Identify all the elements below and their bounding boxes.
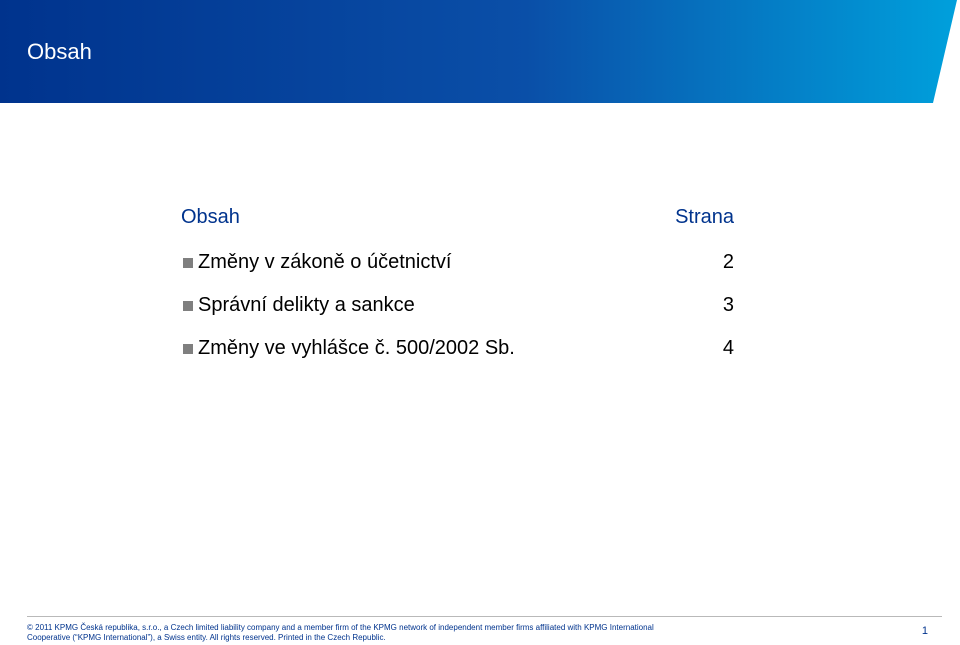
toc-item-label: Správní delikty a sankce <box>198 294 415 316</box>
toc-header <box>181 203 734 231</box>
footer-divider <box>27 616 942 617</box>
toc-item <box>181 249 734 275</box>
toc-item-page: 4 <box>722 337 734 359</box>
table-of-contents <box>181 203 734 359</box>
bullet-square-icon <box>183 301 193 311</box>
toc-page-heading: Strana <box>675 206 734 228</box>
toc-item-page: 3 <box>722 294 734 316</box>
slide-page-number: 1 <box>921 625 928 637</box>
page-title: Obsah <box>27 39 92 64</box>
toc-item <box>181 335 734 361</box>
toc-item <box>181 292 734 318</box>
toc-item-page: 2 <box>722 251 734 273</box>
toc-item-label: Změny v zákoně o účetnictví <box>198 251 452 273</box>
footer-line-1: © 2011 KPMG Česká republika, s.r.o., a Czech limited liability company and a member firm of the KPMG network of independent member firms affiliated with KPMG International <box>27 623 654 632</box>
header-banner <box>0 0 960 103</box>
banner-background <box>0 0 960 103</box>
toc-heading: Obsah <box>181 206 240 228</box>
bullet-square-icon <box>183 258 193 268</box>
toc-item-label: Změny ve vyhlášce č. 500/2002 Sb. <box>198 337 515 359</box>
footer-line-2: Cooperative (“KPMG International”), a Swiss entity. All rights reserved. Printed in the Czech Republic. <box>27 633 386 642</box>
footer-copyright <box>27 623 727 643</box>
bullet-square-icon <box>183 344 193 354</box>
